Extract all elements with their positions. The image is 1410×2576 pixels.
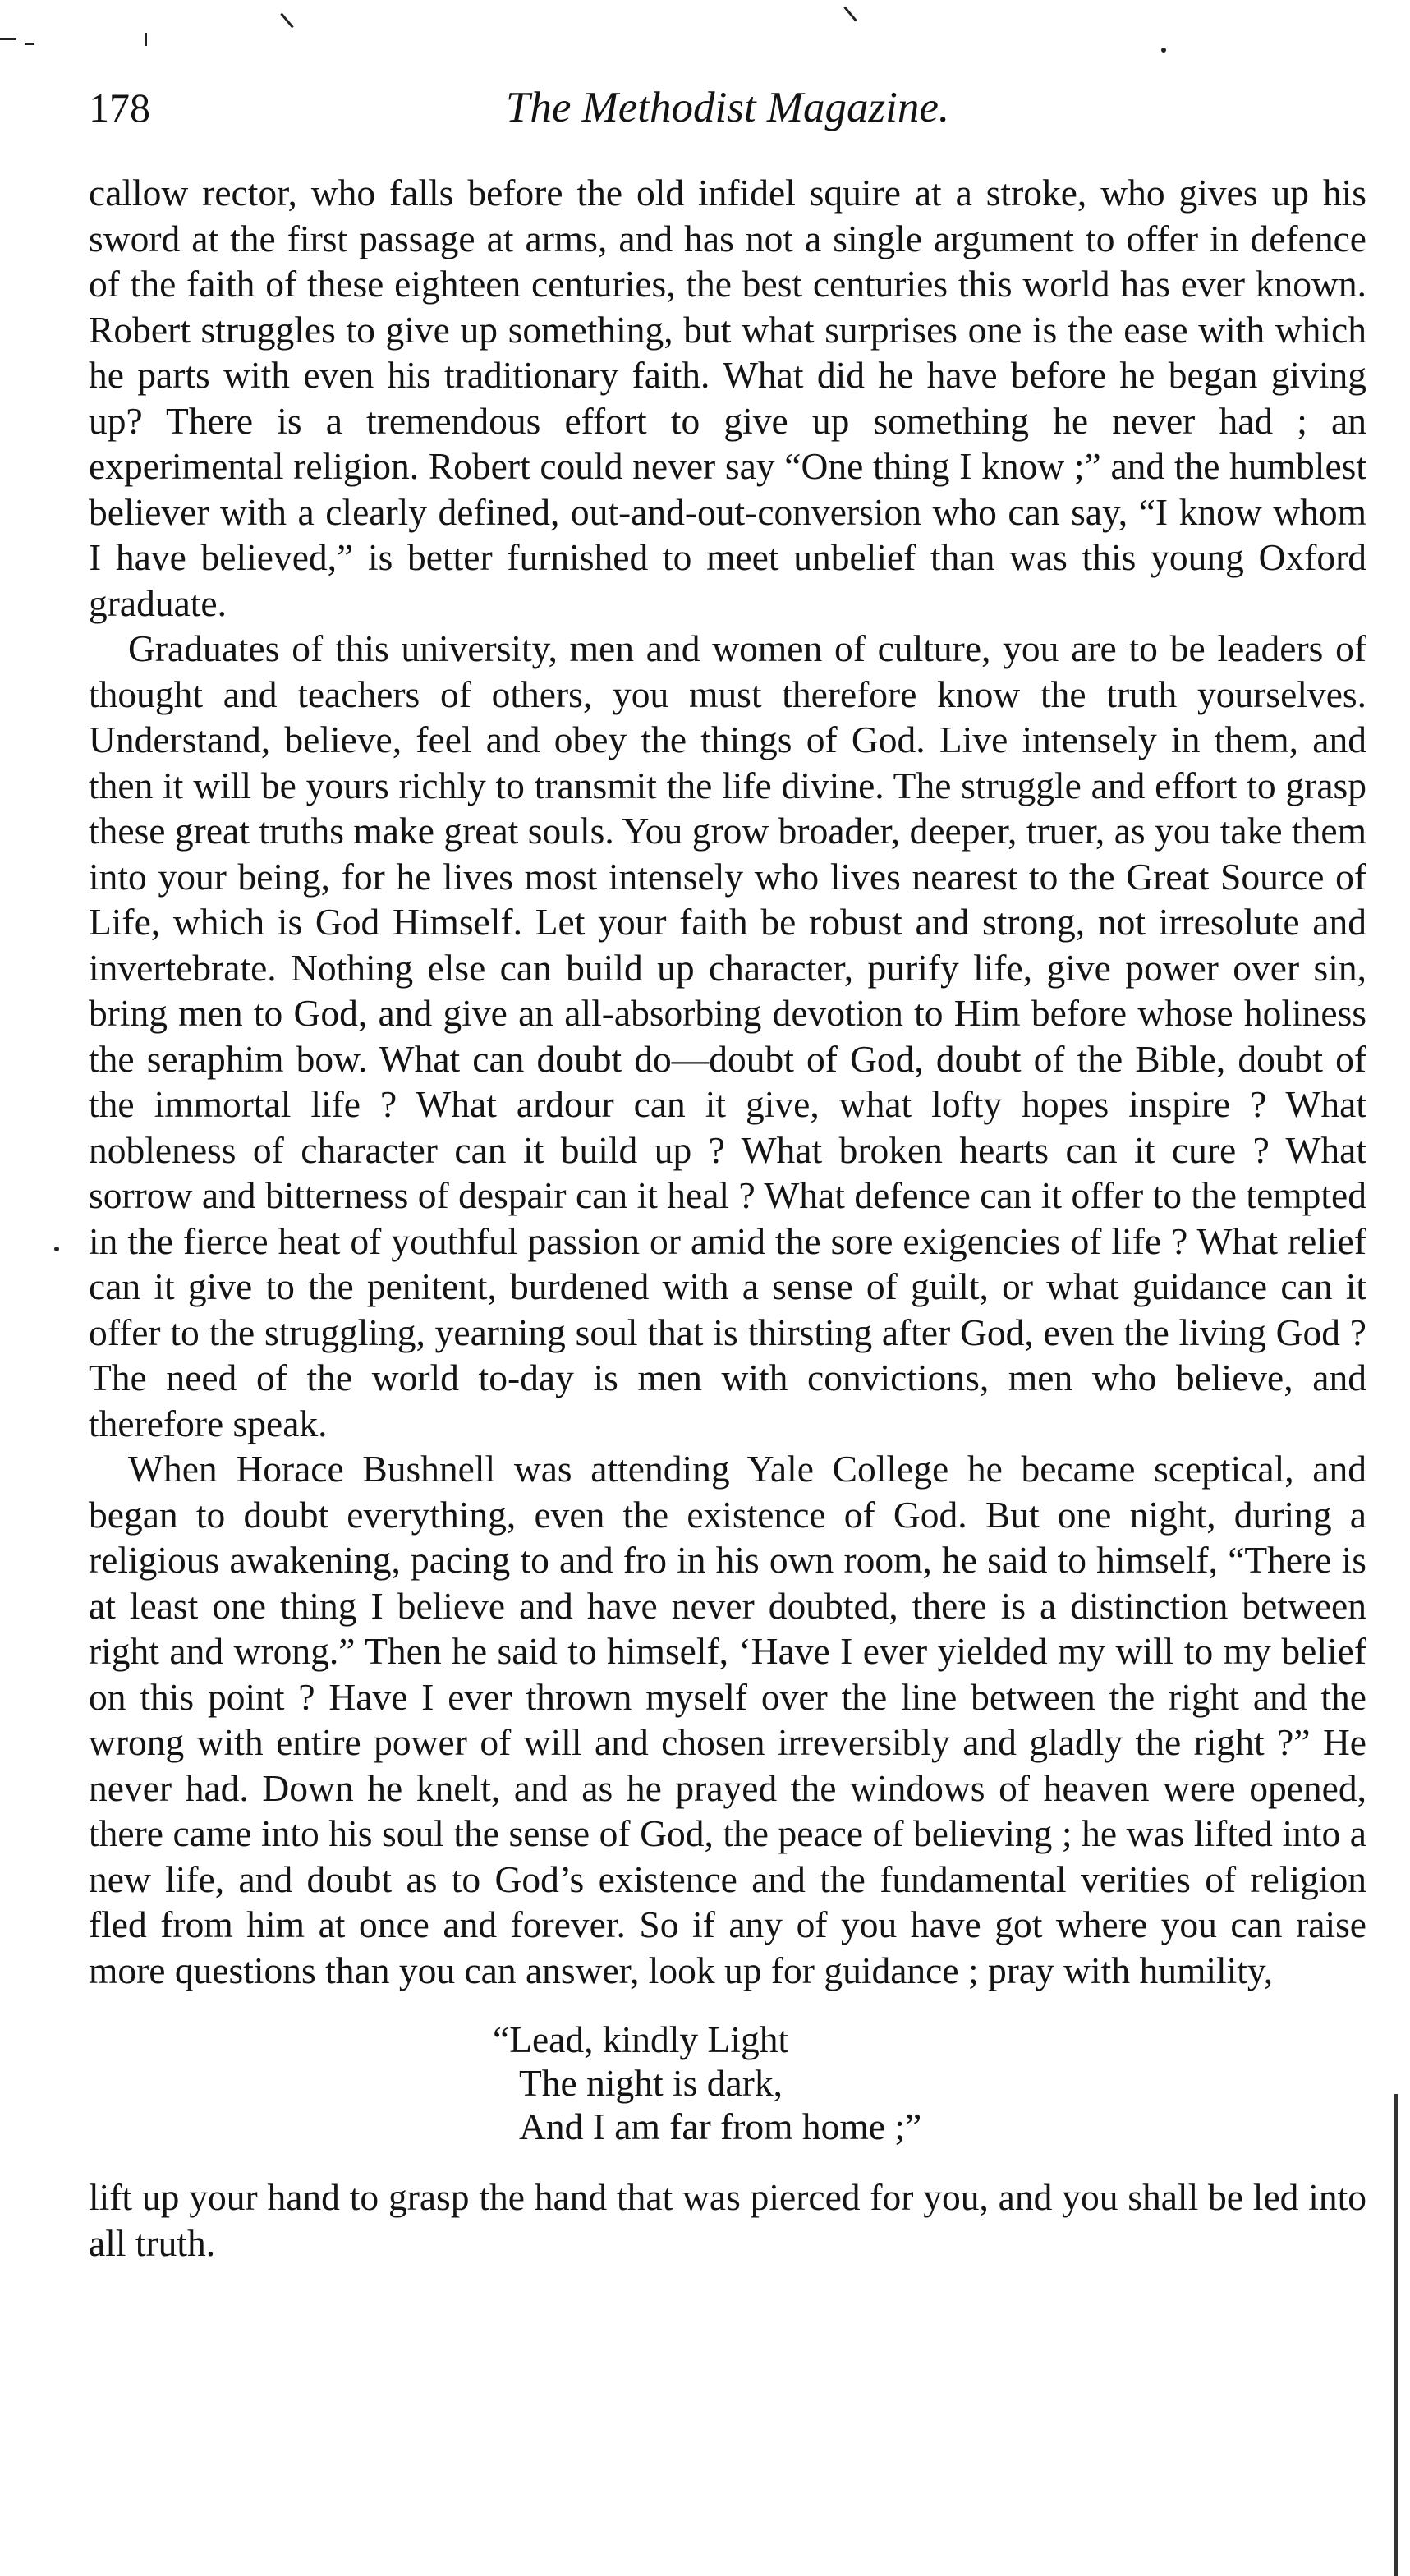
article-body [89, 170, 1366, 2266]
print-mark [25, 43, 34, 45]
print-mark [0, 38, 16, 40]
print-mark [280, 13, 293, 29]
paragraph: callow rector, who falls before the old infidel squire at a stroke, who gives up his sword at the first passage at arms, and has not a single argument to offer in defence of the faith of these eighteen centuries, the best centuries this world has ever known. Robert struggles to give up something, but what surprises one is the ease with which he parts with even his traditionary faith. What did he have before he began giving up? There is a tremendous effort to give up something he never had ; an experimental religion. Robert could never say “One thing I know ;” and the humblest believer with a clearly defined, out-and-out-conversion who can say, “I know whom I have believed,” is better furnished to meet unbelief than was this young Oxford graduate. [89, 172, 1366, 624]
closing-paragraph: lift up your hand to grasp the hand that was pierced for you, and you shall be led into all truth. [89, 2176, 1366, 2264]
running-title: The Methodist Magazine. [505, 84, 950, 131]
print-mark [145, 33, 147, 46]
poem-quote [493, 2018, 1366, 2148]
poem-line: The night is dark, [519, 2062, 783, 2104]
paragraph: Graduates of this university, men and women of culture, you are to be leaders of thought and teachers of others, you must therefore know the truth yourselves. Understand, believe, feel and obey the things of God. Live intensely in them, and then it will be yours richly to transmit the life divine. The struggle and effort to grasp these great truths make great souls. You grow broader, deeper, truer, as you take them into your being, for he lives most intensely who lives nearest to the Great Source of Life, which is God Himself. Let your faith be robust and strong, not irresolute and invertebrate. Nothing else can build up character, purify life, give power over sin, bring men to God, and give an all-absorbing devotion to Him before whose holiness the seraphim bow. What can doubt do—doubt of God, doubt of the Bible, doubt of the immortal life ? What ardour can it give, what lofty hopes inspire ? What nobleness of character can it build up ? What broken hearts can it cure ? What sorrow and bitterness of despair can it heal ? What defence can it offer to the tempted in the fierce heat of youthful passion or amid the sore exigencies of life ? What relief can it give to the penitent, burdened with a sense of guilt, or what guidance can it offer to the struggling, yearning soul that is thirsting after God, even the living God ? The need of the world to-day is men with convictions, men who believe, and therefore speak. [89, 627, 1366, 1444]
paragraph: When Horace Bushnell was attending Yale College he became sceptical, and began to doubt everything, even the existence of God. But one night, during a religious awakening, pacing to and fro in his own room, he said to himself, “There is at least one thing I believe and have never doubted, there is a distinction between right and wrong.” Then he said to himself, ‘Have I ever yielded my will to my belief on this point ? Have I ever thrown myself over the line between the right and the wrong with entire power of will and chosen irreversibly and gladly the right ?” He never had. Down he knelt, and as he prayed the windows of heaven were opened, there came into his soul the sense of God, the peace of believing ; he was lifted into a new life, and doubt as to God’s existence and the fundamental verities of religion fled from him at once and forever. So if any of you have got where you can raise more questions than you can answer, look up for guidance ; pray with humility, [89, 1448, 1366, 1991]
page-number: 178 [89, 85, 150, 131]
poem-line: And I am far from home ;” [519, 2105, 922, 2147]
margin-dot [54, 1247, 59, 1251]
poem-line: “Lead, kindly Light [493, 2018, 789, 2060]
page-header [89, 79, 1366, 136]
page-edge-rule [1394, 2094, 1398, 2576]
print-mark [843, 7, 857, 22]
print-mark [1161, 48, 1166, 53]
